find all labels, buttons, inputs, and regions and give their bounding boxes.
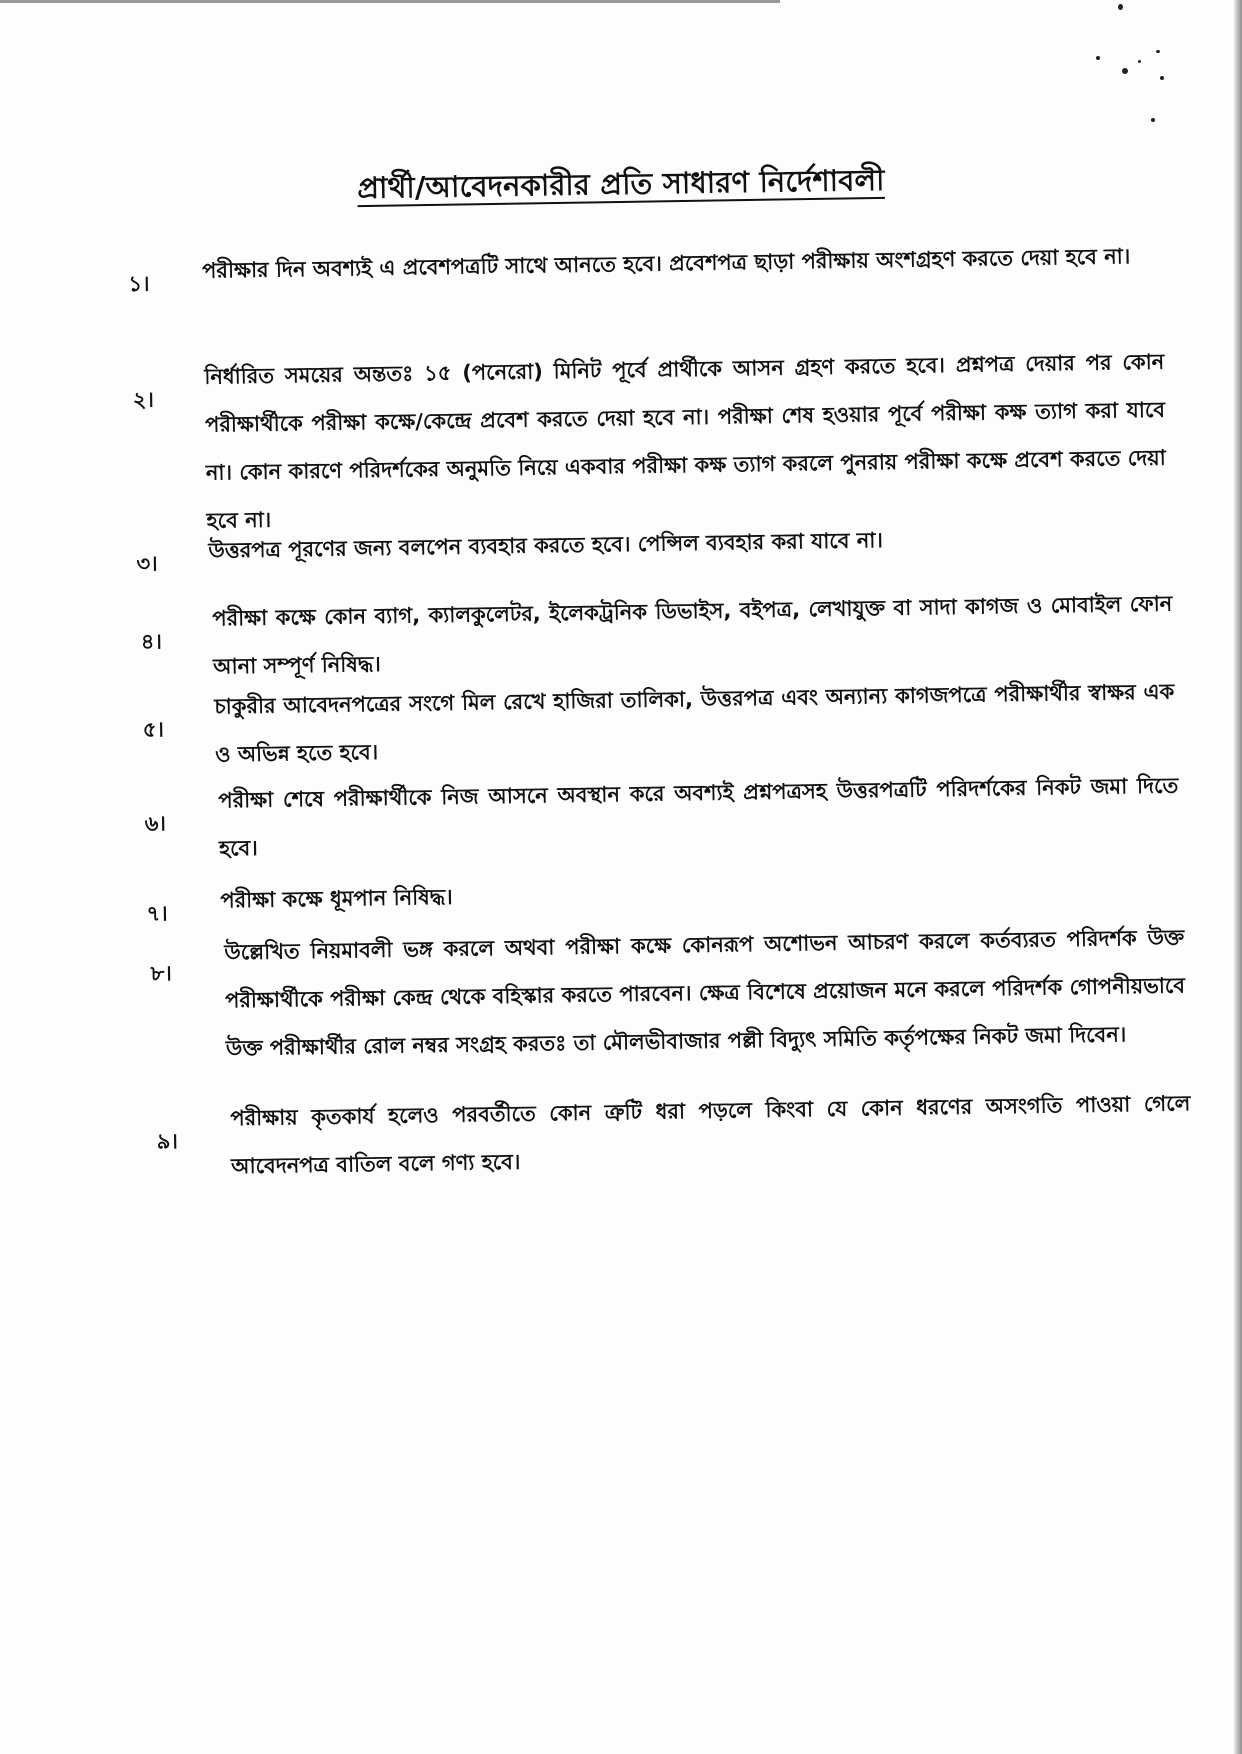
list-item: [0, 336, 1242, 533]
item-text: পরীক্ষা কক্ষে কোন ব্যাগ, ক্যালকুলেটর, ইলেকট্রনিক ডিভাইস, বইপত্র, লেখাযুক্ত বা সাদা কাগজ ও মোবাইল ফোন আনা সম্পূর্ণ নিষিদ্ধ।: [212, 591, 1173, 679]
item-text: উল্লেখিত নিয়মাবলী ভঙ্গ করলে অথবা পরীক্ষা কক্ষে কোনরূপ অশোভন আচরণ করলে কর্তব্যরত পরিদর্শক উক্ত পরীক্ষার্থীকে পরীক্ষা কেন্দ্র থেকে বহিস্কার করতে পারবেন। ক্ষেত্র বিশেষে প্রয়োজন মনে করলে পরিদর্শক গোপনীয়ভাবে উক্ত পরীক্ষার্থীর রোল নম্বর সংগ্রহ করতঃ তা মৌলভীবাজার পল্লী বিদ্যুৎ সমিতি কর্তৃপক্ষের নিকট জমা দিবেন।: [224, 925, 1186, 1061]
item-text: পরীক্ষার দিন অবশ্যই এ প্রবেশপত্রটি সাথে আনতে হবে। প্রবেশপত্র ছাড়া পরীক্ষায় অংশগ্রহণ করতে দেয়া হবে না।: [201, 244, 1131, 283]
list-item: [0, 578, 1242, 679]
item-text: চাকুরীর আবেদনপত্রের সংগে মিল রেখে হাজিরা তালিকা, উত্তরপত্র এবং অন্যান্য কাগজপত্রে পরীক্ষার্থীর স্বাক্ষর এক ও অভিন্ন হতে হবে।: [214, 679, 1175, 767]
item-number: ৫।: [142, 717, 165, 742]
scan-speck: [1160, 76, 1164, 80]
scan-speck: [1096, 56, 1100, 60]
scan-speck: [1151, 118, 1155, 122]
scan-speck: [1156, 50, 1160, 53]
item-number: ৪।: [140, 629, 163, 654]
item-number: ৯।: [156, 1129, 179, 1154]
item-number: ২।: [132, 387, 155, 412]
scan-speck: [1118, 4, 1123, 10]
page-title-text: প্রার্থী/আবেদনকারীর প্রতি সাধারণ নির্দেশাবলী: [357, 162, 885, 206]
item-text: পরীক্ষা কক্ষে ধূমপান নিষিদ্ধ।: [220, 884, 453, 913]
list-item: [0, 1078, 1242, 1179]
item-number: ৭।: [146, 901, 168, 926]
scan-edge-right: [1234, 0, 1242, 1754]
page-title: [0, 152, 1242, 221]
item-number: ৩।: [136, 551, 158, 576]
scan-speck: [1138, 60, 1141, 63]
item-text: পরীক্ষা শেষে পরীক্ষার্থীকে নিজ আসনে অবস্থান করে অবশ্যই প্রশ্নপত্রসহ উত্তরপত্রটি পরিদর্শকের নিকট জমা দিতে হবে।: [218, 773, 1179, 861]
item-text: উত্তরপত্র পূরণের জন্য বলপেন ব্যবহার করতে হবে। পেন্সিল ব্যবহার করা যাবে না।: [208, 528, 884, 563]
scan-edge-top: [0, 0, 780, 3]
scan-speck: [1122, 68, 1128, 74]
item-text: পরীক্ষায় কৃতকার্য হলেও পরবর্তীতে কোন ত্রুটি ধরা পড়লে কিংবা যে কোন ধরণের অসংগতি পাওয়া গেলে আবেদনপত্র বাতিল বলে গণ্য হবে।: [230, 1091, 1191, 1179]
item-number: ১।: [128, 271, 150, 296]
item-text: নির্ধারিত সময়ের অন্ততঃ ১৫ (পনেরো) মিনিট পূর্বে প্রার্থীকে আসন গ্রহণ করতে হবে। প্রশ্নপত্র দেয়ার পর কোন পরীক্ষার্থীকে পরীক্ষা কক্ষে/কেন্দ্রে প্রবেশ করতে দেয়া হবে না। পরীক্ষা শেষ হওয়ার পূর্বে পরীক্ষা কক্ষ ত্যাগ করা যাবে না। কোন কারণে পরিদর্শকের অনুমতি নিয়ে একবার পরীক্ষা কক্ষ ত্যাগ করলে পুনরায় পরীক্ষা কক্ষে প্রবেশ করতে দেয়া হবে না।: [204, 349, 1166, 533]
item-number: ৮।: [150, 961, 172, 986]
list-item: [0, 242, 1242, 296]
item-number: ৬।: [144, 811, 167, 836]
